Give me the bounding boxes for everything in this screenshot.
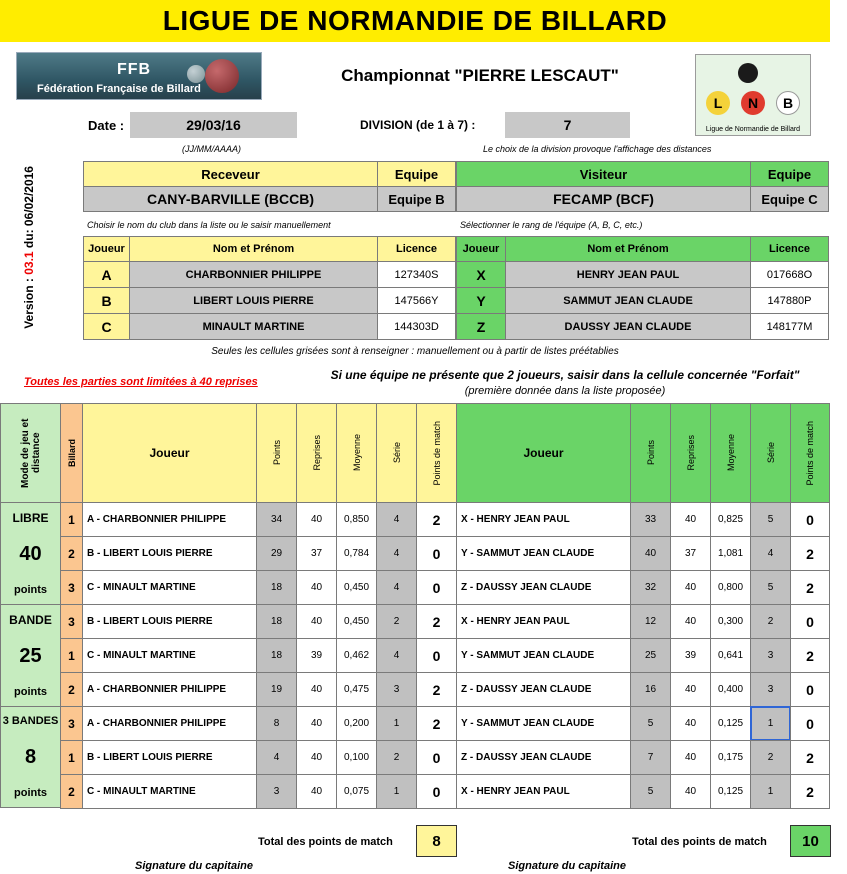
away-player-field[interactable]: X - HENRY JEAN PAUL	[456, 604, 631, 639]
billard-number: 3	[60, 604, 83, 639]
home-match-points: 2	[416, 672, 457, 707]
mode-name: LIBRE	[12, 511, 49, 525]
away-points-field[interactable]: 7	[630, 740, 671, 775]
home-reprises-field[interactable]: 40	[296, 774, 337, 809]
home-player-letter: A	[83, 261, 130, 288]
away-player-field[interactable]: Y - SAMMUT JEAN CLAUDE	[456, 536, 631, 571]
away-player-field[interactable]: Z - DAUSSY JEAN CLAUDE	[456, 570, 631, 605]
home-points-field[interactable]: 34	[256, 502, 297, 537]
home-reprises-field[interactable]: 39	[296, 638, 337, 673]
away-match-points: 2	[790, 740, 830, 775]
ffb-logo-abbr: FFB	[117, 61, 152, 78]
lnb-logo-letter: L	[706, 91, 730, 115]
billard-number: 2	[60, 774, 83, 809]
club-hint: Choisir le nom du club dans la liste ou le saisir manuellement	[87, 220, 331, 230]
nom-header: Nom et Prénom	[129, 236, 378, 262]
away-serie-field[interactable]: 3	[750, 672, 791, 707]
lnb-logo-letter: N	[741, 91, 765, 115]
division-hint: Le choix de la division provoque l'affichage des distances	[483, 144, 712, 154]
mode-distance: 25	[19, 645, 42, 667]
equipe-header: Equipe	[750, 161, 829, 187]
points-match-header: Points de match	[790, 403, 830, 503]
away-points-field[interactable]: 32	[630, 570, 671, 605]
away-match-points: 2	[790, 570, 830, 605]
home-player-field[interactable]: B - LIBERT LOUIS PIERRE	[82, 604, 257, 639]
lnb-logo-caption: Ligue de Normandie de Billard	[705, 126, 801, 133]
away-moyenne: 0,175	[710, 740, 751, 775]
home-reprises-field[interactable]: 40	[296, 502, 337, 537]
lnb-logo-letter: B	[776, 91, 800, 115]
home-match-points: 2	[416, 604, 457, 639]
home-match-points: 2	[416, 502, 457, 537]
division-field[interactable]: 7	[505, 112, 630, 138]
away-player-field[interactable]: Y - SAMMUT JEAN CLAUDE	[456, 638, 631, 673]
home-moyenne: 0,450	[336, 604, 377, 639]
championship-title: Championnat "PIERRE LESCAUT"	[341, 66, 619, 85]
lnb-logo	[695, 54, 811, 136]
away-reprises-field[interactable]: 40	[670, 604, 711, 639]
away-reprises-field[interactable]: 40	[670, 740, 711, 775]
moyenne-header: Moyenne	[710, 403, 751, 503]
away-player-name-field[interactable]: SAMMUT JEAN CLAUDE	[505, 287, 751, 314]
away-moyenne: 0,400	[710, 672, 751, 707]
billiard-ball-icon	[187, 65, 205, 83]
ffb-logo-name: Fédération Française de Billard	[37, 83, 201, 95]
home-match-points: 0	[416, 740, 457, 775]
away-player-field[interactable]: Z - DAUSSY JEAN CLAUDE	[456, 672, 631, 707]
home-points-field[interactable]: 19	[256, 672, 297, 707]
home-moyenne: 0,075	[336, 774, 377, 809]
away-player-licence: 148177M	[750, 313, 829, 340]
away-joueur-header: Joueur	[456, 403, 631, 503]
mode-header: Mode de jeu et distance	[0, 403, 61, 503]
mode-distance: 8	[24, 745, 37, 768]
player-icon	[738, 63, 758, 83]
equipe-header: Equipe	[377, 161, 456, 187]
grey-cells-note: Seules les cellules grisées sont à renseigner : manuellement ou à partir de listes préétablies	[211, 346, 619, 357]
away-moyenne: 0,300	[710, 604, 751, 639]
home-reprises-field[interactable]: 40	[296, 604, 337, 639]
home-moyenne: 0,100	[336, 740, 377, 775]
date-field[interactable]: 29/03/16	[130, 112, 297, 138]
billard-header: Billard	[60, 403, 83, 503]
page-title: LIGUE DE NORMANDIE DE BILLARD	[0, 0, 830, 42]
away-points-field[interactable]: 5	[630, 774, 671, 809]
date-hint: (JJ/MM/AAAA)	[182, 144, 242, 154]
home-match-points: 0	[416, 570, 457, 605]
home-match-points: 0	[416, 638, 457, 673]
home-total-points: 8	[416, 825, 457, 857]
home-player-letter: B	[83, 287, 130, 314]
home-match-points: 0	[416, 536, 457, 571]
away-serie-field[interactable]: 3	[750, 638, 791, 673]
home-points-field[interactable]: 4	[256, 740, 297, 775]
mode-name: 3 BANDES	[2, 715, 59, 727]
away-moyenne: 0,125	[710, 706, 751, 741]
billard-number: 1	[60, 638, 83, 673]
ffb-logo	[16, 52, 262, 100]
home-signature-label: Signature du capitaine	[135, 860, 253, 872]
billard-number: 3	[60, 706, 83, 741]
away-reprises-field[interactable]: 40	[670, 774, 711, 809]
forfait-notice-sub: (première donnée dans la liste proposée)	[464, 385, 666, 397]
home-points-field[interactable]: 18	[256, 570, 297, 605]
away-serie-field[interactable]: 2	[750, 740, 791, 775]
visiteur-club-field[interactable]: FECAMP (BCF)	[456, 186, 751, 212]
home-player-field[interactable]: C - MINAULT MARTINE	[82, 774, 257, 809]
visiteur-header: Visiteur	[456, 161, 751, 187]
version-label: Version :	[22, 278, 36, 329]
billard-number: 1	[60, 502, 83, 537]
mode-unit: points	[14, 686, 47, 698]
away-moyenne: 1,081	[710, 536, 751, 571]
home-points-field[interactable]: 3	[256, 774, 297, 809]
away-match-points: 2	[790, 536, 830, 571]
points-header: Points	[256, 403, 297, 503]
receveur-header: Receveur	[83, 161, 378, 187]
serie-header: Série	[376, 403, 417, 503]
away-points-field[interactable]: 33	[630, 502, 671, 537]
away-match-points: 0	[790, 604, 830, 639]
home-player-field[interactable]: A - CHARBONNIER PHILIPPE	[82, 672, 257, 707]
away-reprises-field[interactable]: 40	[670, 570, 711, 605]
home-reprises-field[interactable]: 40	[296, 706, 337, 741]
away-serie-field[interactable]: 5	[750, 570, 791, 605]
home-moyenne: 0,850	[336, 502, 377, 537]
away-reprises-field[interactable]: 40	[670, 706, 711, 741]
away-points-field[interactable]: 16	[630, 672, 671, 707]
away-serie-field[interactable]: 1	[750, 774, 791, 809]
home-moyenne: 0,450	[336, 570, 377, 605]
home-player-field[interactable]: C - MINAULT MARTINE	[82, 570, 257, 605]
home-points-field[interactable]: 18	[256, 638, 297, 673]
away-player-letter: Z	[456, 313, 506, 340]
home-player-field[interactable]: C - MINAULT MARTINE	[82, 638, 257, 673]
home-joueur-header: Joueur	[82, 403, 257, 503]
home-serie-field[interactable]: 4	[376, 536, 417, 571]
division-label: DIVISION (de 1 à 7) :	[360, 118, 476, 132]
home-match-points: 2	[416, 706, 457, 741]
home-player-letter: C	[83, 313, 130, 340]
mode-group-bande	[0, 604, 61, 707]
home-serie-field[interactable]: 4	[376, 638, 417, 673]
billiard-ball-icon	[205, 59, 239, 93]
away-signature-label: Signature du capitaine	[508, 860, 626, 872]
mode-distance: 40	[19, 543, 42, 565]
home-serie-field[interactable]: 4	[376, 502, 417, 537]
home-points-field[interactable]: 29	[256, 536, 297, 571]
away-match-points: 0	[790, 502, 830, 537]
away-match-points: 2	[790, 774, 830, 809]
reprises-header: Reprises	[670, 403, 711, 503]
mode-name: BANDE	[9, 613, 52, 627]
version-number: 03.1	[22, 251, 36, 275]
away-player-letter: Y	[456, 287, 506, 314]
home-reprises-field[interactable]: 40	[296, 570, 337, 605]
away-player-field[interactable]: X - HENRY JEAN PAUL	[456, 774, 631, 809]
home-moyenne: 0,200	[336, 706, 377, 741]
rang-hint: Sélectionner le rang de l'équipe (A, B, C, etc.)	[460, 220, 643, 230]
home-moyenne: 0,475	[336, 672, 377, 707]
away-serie-field[interactable]: 2	[750, 604, 791, 639]
home-player-licence: 144303D	[377, 313, 456, 340]
away-points-field[interactable]: 12	[630, 604, 671, 639]
visiteur-equipe-field[interactable]: Equipe C	[750, 186, 829, 212]
home-serie-field[interactable]: 1	[376, 706, 417, 741]
joueur-header: Joueur	[456, 236, 506, 262]
away-player-name-field[interactable]: DAUSSY JEAN CLAUDE	[505, 313, 751, 340]
away-serie-field[interactable]: 1	[750, 706, 791, 741]
away-moyenne: 0,125	[710, 774, 751, 809]
away-player-field[interactable]: X - HENRY JEAN PAUL	[456, 502, 631, 537]
away-total-label: Total des points de match	[632, 836, 767, 848]
home-reprises-field[interactable]: 40	[296, 672, 337, 707]
serie-header: Série	[750, 403, 791, 503]
home-match-points: 0	[416, 774, 457, 809]
billard-number: 2	[60, 672, 83, 707]
away-reprises-field[interactable]: 39	[670, 638, 711, 673]
away-player-letter: X	[456, 261, 506, 288]
billard-number: 3	[60, 570, 83, 605]
away-moyenne: 0,641	[710, 638, 751, 673]
billard-number: 1	[60, 740, 83, 775]
home-player-name-field[interactable]: LIBERT LOUIS PIERRE	[129, 287, 378, 314]
away-reprises-field[interactable]: 40	[670, 502, 711, 537]
home-player-name-field[interactable]: MINAULT MARTINE	[129, 313, 378, 340]
licence-header: Licence	[750, 236, 829, 262]
home-moyenne: 0,462	[336, 638, 377, 673]
home-points-field[interactable]: 18	[256, 604, 297, 639]
moyenne-header: Moyenne	[336, 403, 377, 503]
points-match-header: Points de match	[416, 403, 457, 503]
home-total-label: Total des points de match	[258, 836, 393, 848]
home-player-licence: 127340S	[377, 261, 456, 288]
home-player-licence: 147566Y	[377, 287, 456, 314]
version-info	[18, 160, 40, 335]
home-reprises-field[interactable]: 37	[296, 536, 337, 571]
away-player-name-field[interactable]: HENRY JEAN PAUL	[505, 261, 751, 288]
reprises-limit-notice: Toutes les parties sont limitées à 40 reprises	[24, 376, 258, 388]
nom-header: Nom et Prénom	[505, 236, 751, 262]
date-label: Date :	[88, 118, 125, 133]
home-serie-field[interactable]: 3	[376, 672, 417, 707]
licence-header: Licence	[377, 236, 456, 262]
away-points-field[interactable]: 25	[630, 638, 671, 673]
joueur-header: Joueur	[83, 236, 130, 262]
away-reprises-field[interactable]: 37	[670, 536, 711, 571]
home-player-field[interactable]: B - LIBERT LOUIS PIERRE	[82, 536, 257, 571]
mode-group-libre	[0, 502, 61, 605]
away-match-points: 2	[790, 638, 830, 673]
home-points-field[interactable]: 8	[256, 706, 297, 741]
away-player-licence: 147880P	[750, 287, 829, 314]
away-moyenne: 0,825	[710, 502, 751, 537]
home-serie-field[interactable]: 2	[376, 740, 417, 775]
away-moyenne: 0,800	[710, 570, 751, 605]
home-moyenne: 0,784	[336, 536, 377, 571]
version-date: du: 06/02/2016	[22, 166, 36, 249]
home-player-name-field[interactable]: CHARBONNIER PHILIPPE	[129, 261, 378, 288]
mode-unit: points	[14, 787, 47, 799]
away-serie-field[interactable]: 5	[750, 502, 791, 537]
receveur-equipe-field[interactable]: Equipe B	[377, 186, 456, 212]
away-total-points: 10	[790, 825, 831, 857]
home-serie-field[interactable]: 1	[376, 774, 417, 809]
away-player-field[interactable]: Y - SAMMUT JEAN CLAUDE	[456, 706, 631, 741]
away-player-field[interactable]: Z - DAUSSY JEAN CLAUDE	[456, 740, 631, 775]
home-player-field[interactable]: B - LIBERT LOUIS PIERRE	[82, 740, 257, 775]
points-header: Points	[630, 403, 671, 503]
billard-number: 2	[60, 536, 83, 571]
mode-unit: points	[14, 584, 47, 596]
away-points-field[interactable]: 5	[630, 706, 671, 741]
away-serie-field[interactable]: 4	[750, 536, 791, 571]
home-reprises-field[interactable]: 40	[296, 740, 337, 775]
home-player-field[interactable]: A - CHARBONNIER PHILIPPE	[82, 502, 257, 537]
receveur-club-field[interactable]: CANY-BARVILLE (BCCB)	[83, 186, 378, 212]
forfait-notice: Si une équipe ne présente que 2 joueurs, saisir dans la cellule concernée "Forfait"	[330, 368, 800, 382]
home-serie-field[interactable]: 2	[376, 604, 417, 639]
away-match-points: 0	[790, 672, 830, 707]
away-player-licence: 017668O	[750, 261, 829, 288]
reprises-header: Reprises	[296, 403, 337, 503]
away-points-field[interactable]: 40	[630, 536, 671, 571]
home-serie-field[interactable]: 4	[376, 570, 417, 605]
mode-group-3-bandes	[0, 706, 61, 808]
home-player-field[interactable]: A - CHARBONNIER PHILIPPE	[82, 706, 257, 741]
away-match-points: 0	[790, 706, 830, 741]
away-reprises-field[interactable]: 40	[670, 672, 711, 707]
